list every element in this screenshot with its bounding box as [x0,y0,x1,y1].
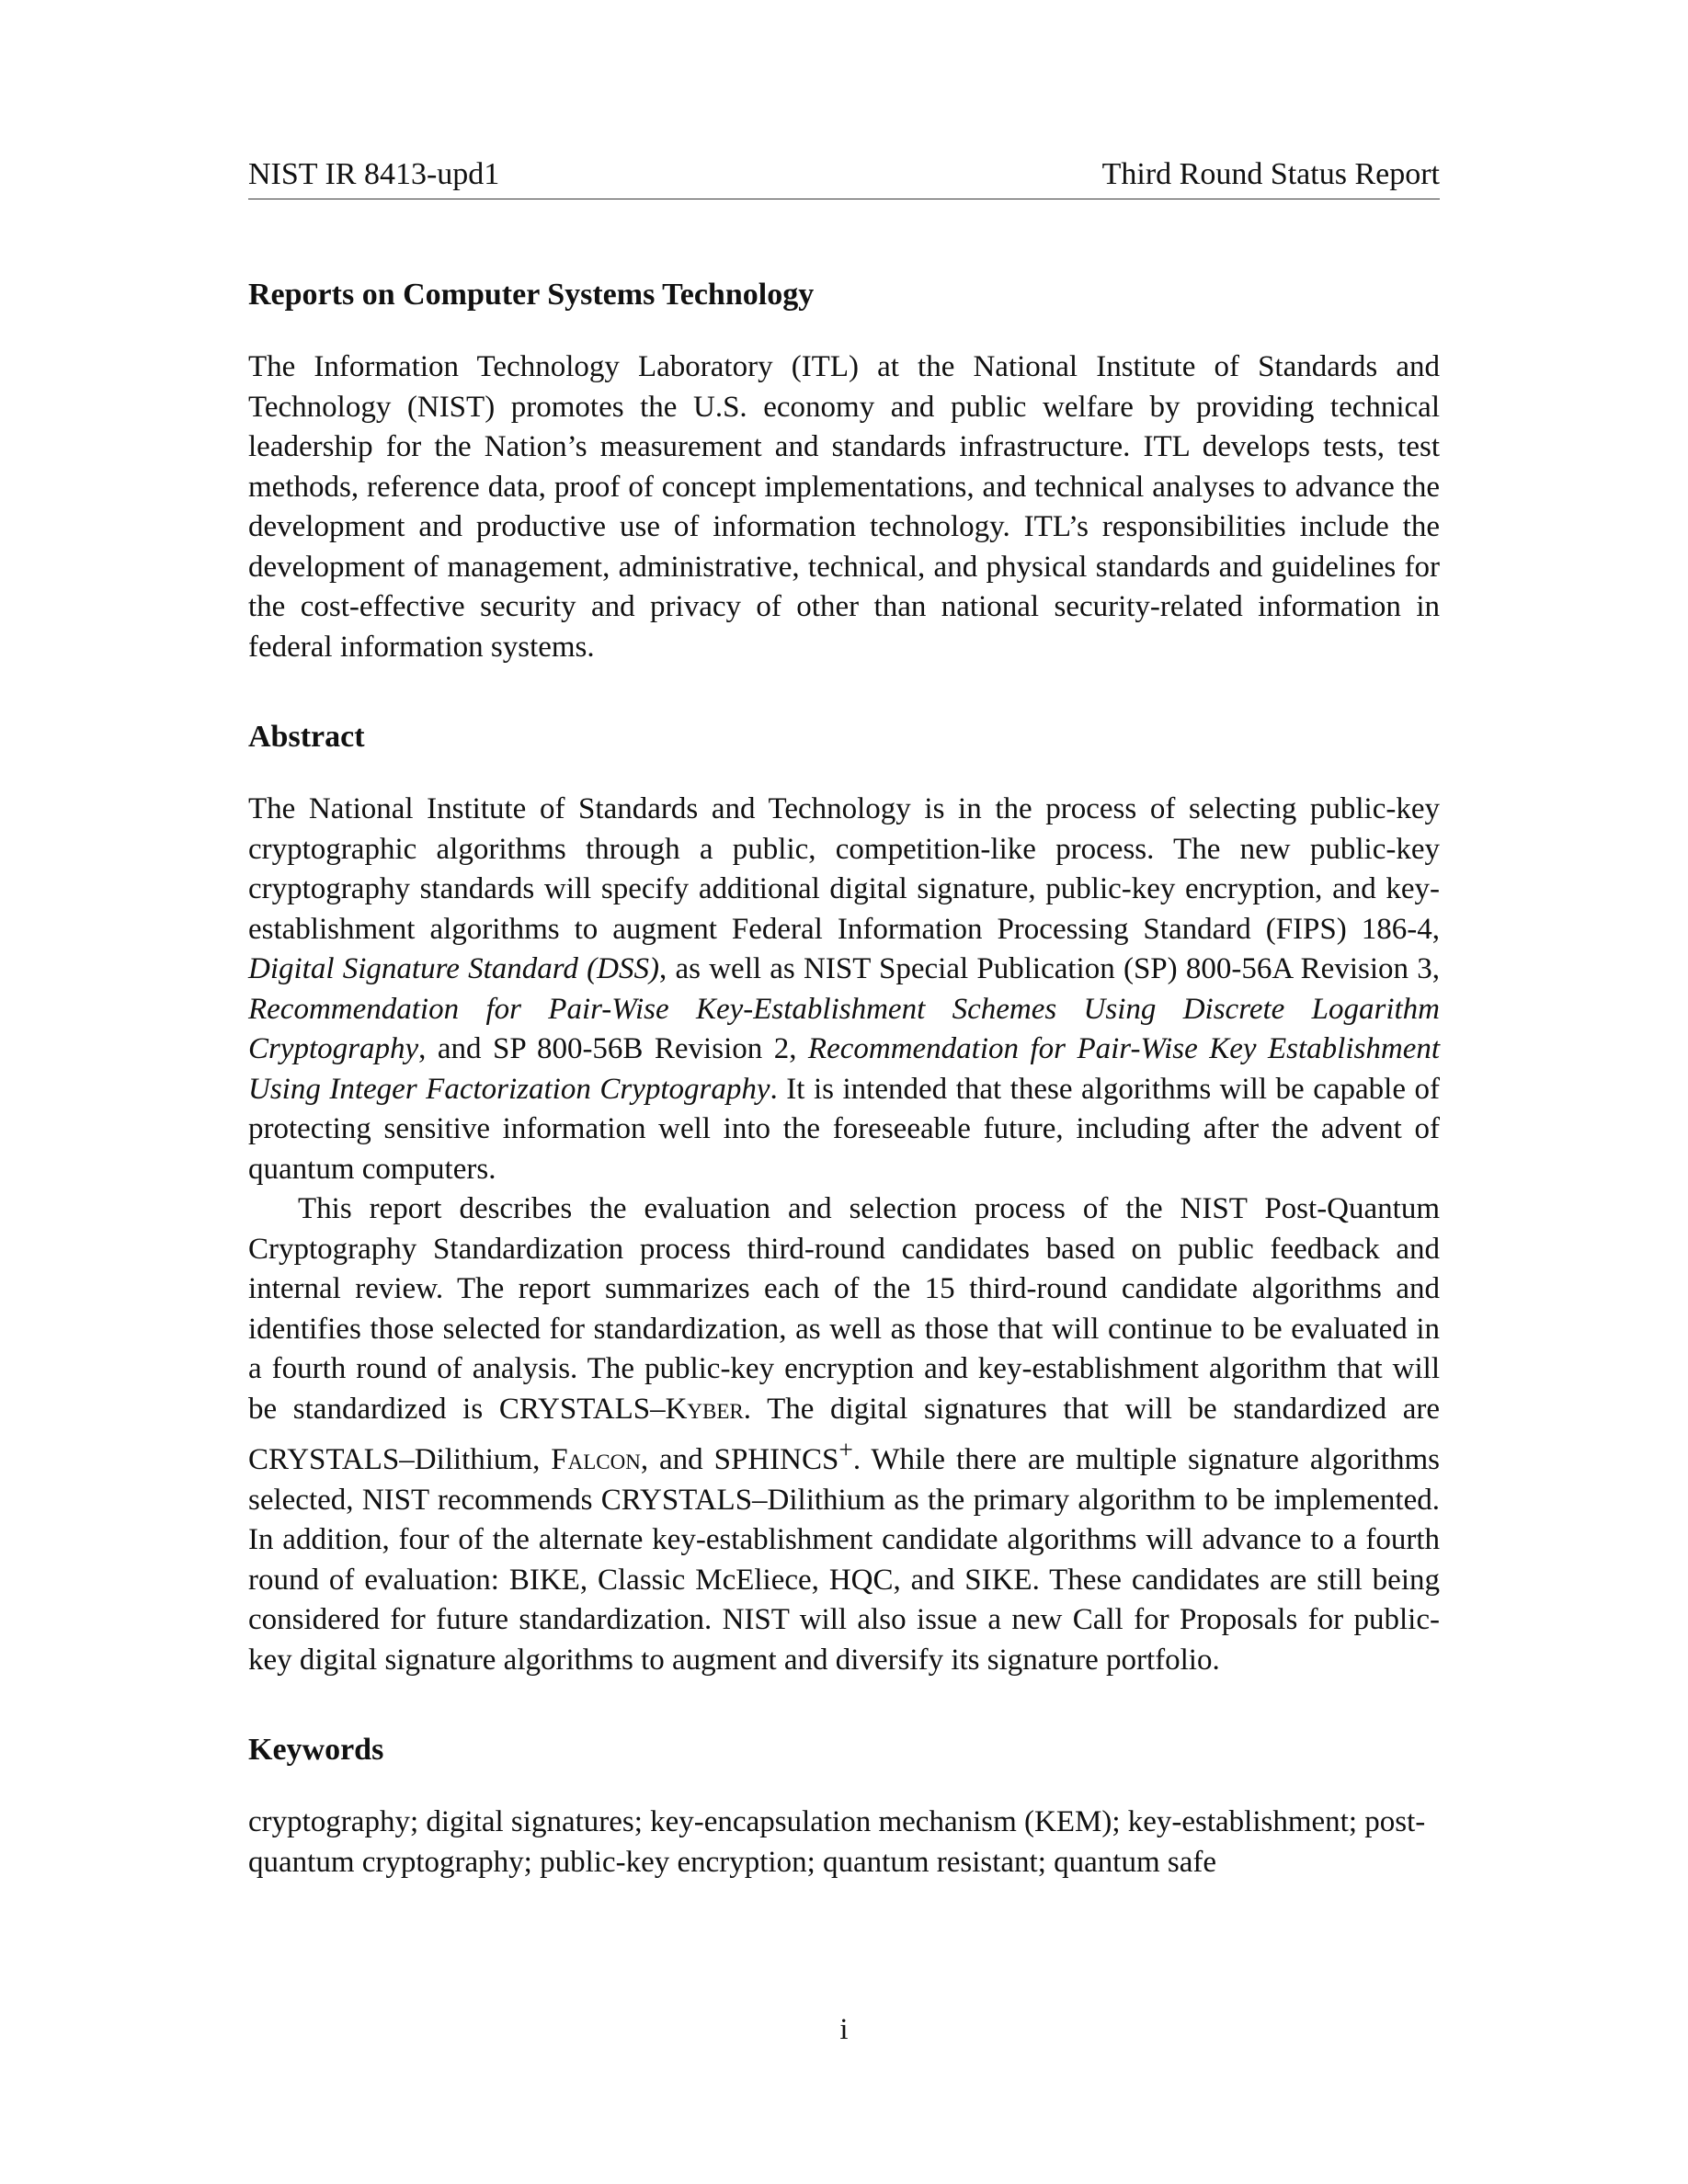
header-report-id: NIST IR 8413-upd1 [248,157,500,191]
running-header [248,156,1440,199]
header-report-title: Third Round Status Report [1101,157,1440,191]
page-number: i [839,2013,849,2046]
reports-heading: Reports on Computer Systems Technology [248,278,815,312]
abstract-p1-sp80056b-title: Recommendation for Pair-Wise Key Establishment Using Integer Factorization Cryptography [248,1032,1441,1106]
abstract-p1-text-2: , as well as NIST Special Publication (SP) 800-56A Revision 3, [658,952,1440,985]
abstract-p1-text-4: . It is intended that these algorithms will be capable of protecting sensitive information well into the foreseeable future, including after the advent of quantum computers. [248,1072,1440,1186]
abstract-p1-sp80056a-title: Recommendation for Pair-Wise Key-Establishment Schemes Using Discrete Logarithm Cryptography [248,992,1440,1065]
abstract-heading: Abstract [248,720,365,754]
abstract-paragraph-2 [248,1189,1440,1680]
document-page [248,156,1440,1883]
sphincs-plus-superscript: + [838,1435,853,1463]
abstract-paragraph-1 [248,790,1440,1189]
falcon-name: Falcon [551,1443,641,1476]
abstract-p2-text-2: . The digital signatures that will be standardized are CRYSTALS–Dilithium, [248,1392,1440,1476]
abstract-p1-dss-title: Digital Signature Standard (DSS) [248,952,659,985]
abstract-p2-text-4: . While there are multiple signature algorithms selected, NIST recommends CRYSTALS–Dilithium as the primary algorithm to be implemented. In addition, four of the alternate key-establishment candidate algorithms will advance to a fourth round of evaluation: BIKE, Classic McEliece, HQC, and SIKE. These candidates are still being considered for future standardization. NIST will also issue a new Call for Proposals for public-key digital signature algorithms to augment and diversify its signature portfolio. [248,1443,1440,1677]
itl-paragraph: The Information Technology Laboratory (ITL) at the National Institute of Standards and Technology (NIST) promotes the U.S. economy and public welfare by providing technical leadership for the Nation’s measurement and standards infrastructure. ITL develops tests, test methods, reference data, proof of concept implementations, and technical analyses to advance the development and productive use of information technology. ITL’s responsibilities include the development of management, administrative, technical, and physical standards and guidelines for the cost-effective security and privacy of other than national security-related information in federal information systems. [248,350,1440,664]
keywords-list: cryptography; digital signatures; key-encapsulation mechanism (KEM); key-establishment; post-quantum cryptography; public-key encryption; quantum resistant; quantum safe [248,1805,1426,1879]
kyber-name: Kyber [665,1392,744,1426]
abstract-p2-text-3: , and SPHINCS [640,1443,839,1476]
abstract-p2-text-1: This report describes the evaluation and selection process of the NIST Post-Quantum Cryptography Standardization process third-round candidates based on public feedback and internal review. The report summarizes each of the 15 third-round candidate algorithms and identifies those selected for standardization, as well as those that will continue to be evaluated in a fourth round of analysis. The public-key encryption and key-establishment algorithm that will be standardized is CRYSTALS– [248,1192,1440,1426]
keywords-heading: Keywords [248,1733,384,1767]
abstract-p1-text-3: , and SP 800-56B Revision 2, [418,1032,808,1065]
abstract-p1-text-1: The National Institute of Standards and Technology is in the process of selecting public-key cryptographic algorithms through a public, competition-like process. The new public-key cryptography standards will specify additional digital signature, public-key encryption, and key-establishment algorithms to augment Federal Information Processing Standard (FIPS) 186-4, [248,792,1440,946]
